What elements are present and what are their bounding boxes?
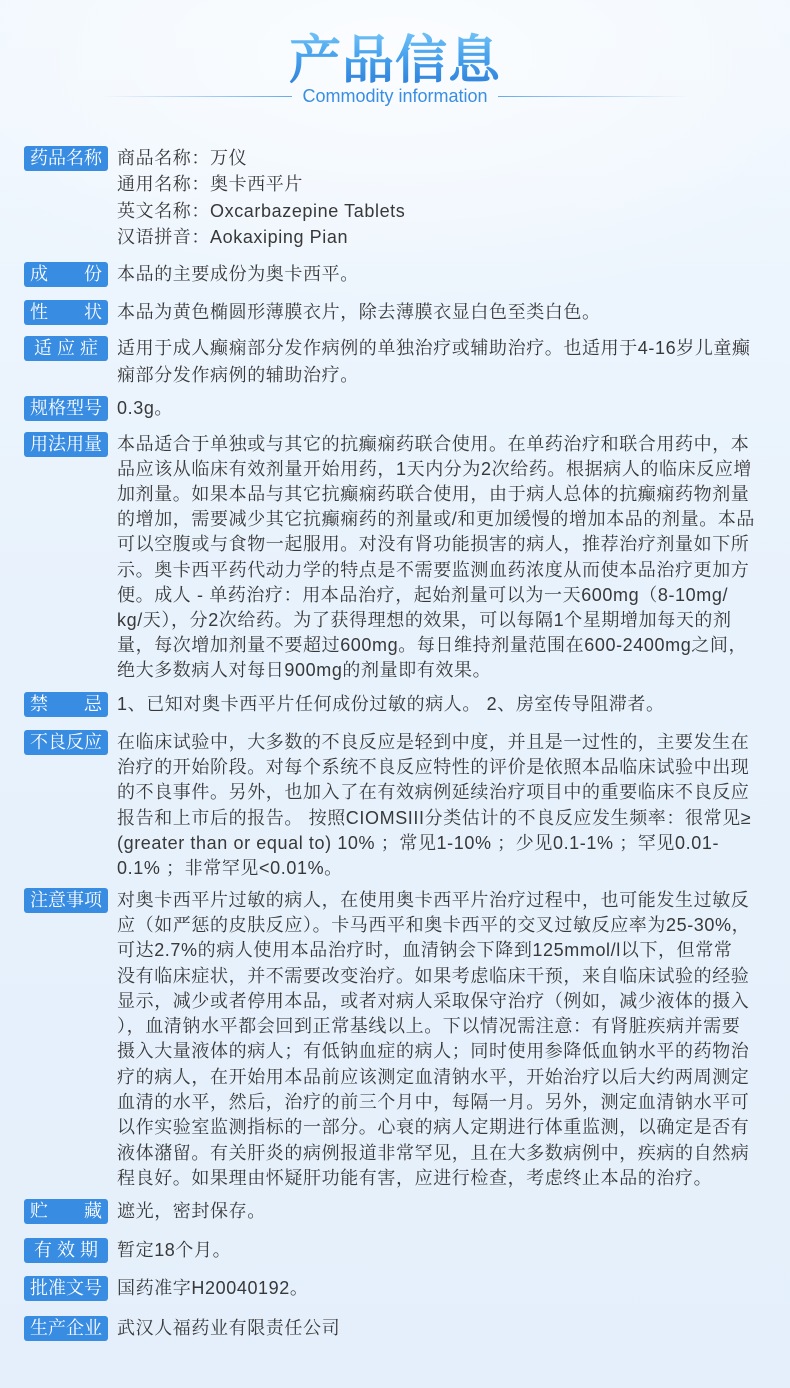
section-text (117, 692, 665, 717)
text-line: 本品为黄色椭圆形薄膜衣片，除去薄膜衣显白色至类白色。 (117, 301, 601, 322)
text-line: 通用名称：奥卡西平片 (117, 174, 303, 195)
subtitle-row (0, 85, 790, 107)
text-line: 的增加，需要减少其它抗癫痫药的剂量或/和更加缓慢的增加本品的剂量。本品 (117, 509, 755, 530)
section-text (117, 262, 359, 287)
text-line: 0.1% ；非常罕见<0.01%。 (117, 858, 343, 879)
section-label: 贮 藏 (24, 1199, 108, 1224)
section-label: 禁 忌 (24, 692, 108, 717)
text-line: 加剂量。如果本品与其它抗癫痫药联合使用，由于病人总体的抗癫痫药物剂量 (117, 484, 750, 505)
section-label: 用法用量 (24, 432, 108, 457)
text-line: 血清的水平，然后，治疗的前三个月中，每隔一月。另外，测定血清钠水平可 (117, 1091, 750, 1112)
text-line: ），血清钠水平都会回到正常基线以上。下以情况需注意：有肾脏疾病并需要 (117, 1016, 741, 1037)
text-line: kg/天），分2次给药。为了获得理想的效果，可以每隔1个星期增加每天的剂 (117, 610, 732, 631)
section-text (117, 300, 601, 325)
section-label: 生产企业 (24, 1316, 108, 1341)
text-line: 的不良事件。另外，也加入了在有效病例延续治疗项目中的重要临床不良反应 (117, 782, 750, 803)
text-line: 痫部分发作病例的辅助治疗。 (117, 365, 359, 385)
section-label: 规格型号 (24, 396, 108, 421)
section-text (117, 396, 173, 421)
text-line: 本品适合于单独或与其它的抗癫痫药联合使用。在单药治疗和联合用药中，本 (117, 433, 750, 454)
section-text (117, 730, 751, 882)
text-line: 治疗的开始阶段。对每个系统不良反应特性的评价是依照本品临床试验中出现 (117, 756, 750, 777)
text-line: 应（如严惩的皮肤反应）。卡马西平和奥卡西平的交叉过敏反应率为25-30%， (117, 914, 751, 935)
section-text (117, 432, 755, 684)
text-line: 适用于成人癫痫部分发作病例的单独治疗或辅助治疗。也适用于4-16岁儿童癫 (117, 338, 751, 358)
text-line: 本品的主要成份为奥卡西平。 (117, 263, 359, 284)
text-line: 商品名称：万仪 (117, 147, 248, 168)
section-label: 不良反应 (24, 730, 108, 755)
text-line: 可以空腹或与食物一起服用。对没有肾功能损害的病人，推荐治疗剂量如下所 (117, 534, 750, 555)
text-line: 在临床试验中，大多数的不良反应是轻到中度，并且是一过性的，主要发生在 (117, 731, 750, 752)
text-line: 显示，减少或者停用本品，或者对病人采取保守治疗（例如，减少液体的摄入 (117, 990, 750, 1011)
section-text (117, 1316, 340, 1341)
text-line: 0.3g。 (117, 397, 174, 418)
section-text (117, 1199, 266, 1224)
section-text (117, 888, 750, 1192)
text-line: 遮光，密封保存。 (117, 1200, 266, 1221)
text-line: 可达2.7%的病人使用本品治疗时，血清钠会下降到125mmol/l以下，但常常 (117, 940, 733, 961)
text-line: 没有临床症状，并不需要改变治疗。如果考虑临床干预，来自临床试验的经验 (117, 965, 750, 986)
text-line: 汉语拼音：Aokaxiping Pian (117, 227, 349, 248)
section-text (117, 1238, 231, 1263)
text-line: 示。奥卡西平药代动力学的特点是不需要监测血药浓度从而使本品治疗更加方 (117, 559, 750, 580)
section-label: 适 应 症 (24, 336, 108, 361)
text-line: 报告和上市后的报告。 按照CIOMSIII分类估计的不良反应发生频率：很常见≥ (117, 807, 752, 828)
page-subtitle: Commodity information (302, 86, 488, 106)
text-line: 1、已知对奥卡西平片任何成份过敏的病人。 2、房室传导阻滞者。 (117, 693, 665, 714)
section-label: 注意事项 (24, 888, 108, 913)
text-line: 量，每次增加剂量不要超过600mg。每日维持剂量范围在600-2400mg之间， (117, 635, 748, 656)
section-text (117, 335, 751, 389)
text-line: 品应该从临床有效剂量开始用药，1天内分为2次给药。根据病人的临床反应增 (117, 458, 753, 479)
text-line: 英文名称：Oxcarbazepine Tablets (117, 200, 406, 221)
text-line: 以作实验室监测指标的一部分。心衰的病人定期进行体重监测，以确定是否有 (117, 1117, 750, 1138)
text-line: 便。成人 - 单药治疗：用本品治疗，起始剂量可以为一天600mg（8-10mg/ (117, 584, 729, 605)
text-line: 摄入大量液体的病人；有低钠血症的病人；同时使用参降低血钠水平的药物治 (117, 1041, 750, 1062)
section-label: 药品名称 (24, 146, 108, 171)
text-line: 液体潴留。有关肝炎的病例报道非常罕见，且在大多数病例中，疾病的自然病 (117, 1142, 750, 1163)
text-line: 程良好。如果理由怀疑肝功能有害，应进行检查，考虑终止本品的治疗。 (117, 1167, 713, 1188)
text-line: 绝大多数病人对每日900mg的剂量即有效果。 (117, 660, 492, 681)
section-label: 批准文号 (24, 1276, 108, 1301)
section-label: 性 状 (24, 300, 108, 325)
text-line: 暂定18个月。 (117, 1239, 232, 1260)
page-title: 产品信息 (0, 30, 790, 92)
text-line: 疗的病人，在开始用本品前应该测定血清钠水平，开始治疗以后大约两周测定 (117, 1066, 750, 1087)
text-line: 武汉人福药业有限责任公司 (117, 1317, 341, 1338)
text-line: (greater than or equal to) 10% ；常见1-10% ；少见0.1-1% ；罕见0.01- (117, 832, 720, 853)
text-line: 国药准字H20040192。 (117, 1277, 309, 1298)
section-label: 有 效 期 (24, 1238, 108, 1263)
section-label: 成 份 (24, 262, 108, 287)
section-text (117, 1276, 308, 1301)
section-text (117, 145, 405, 251)
text-line: 对奥卡西平片过敏的病人，在使用奥卡西平片治疗过程中，也可能发生过敏反 (117, 889, 750, 910)
